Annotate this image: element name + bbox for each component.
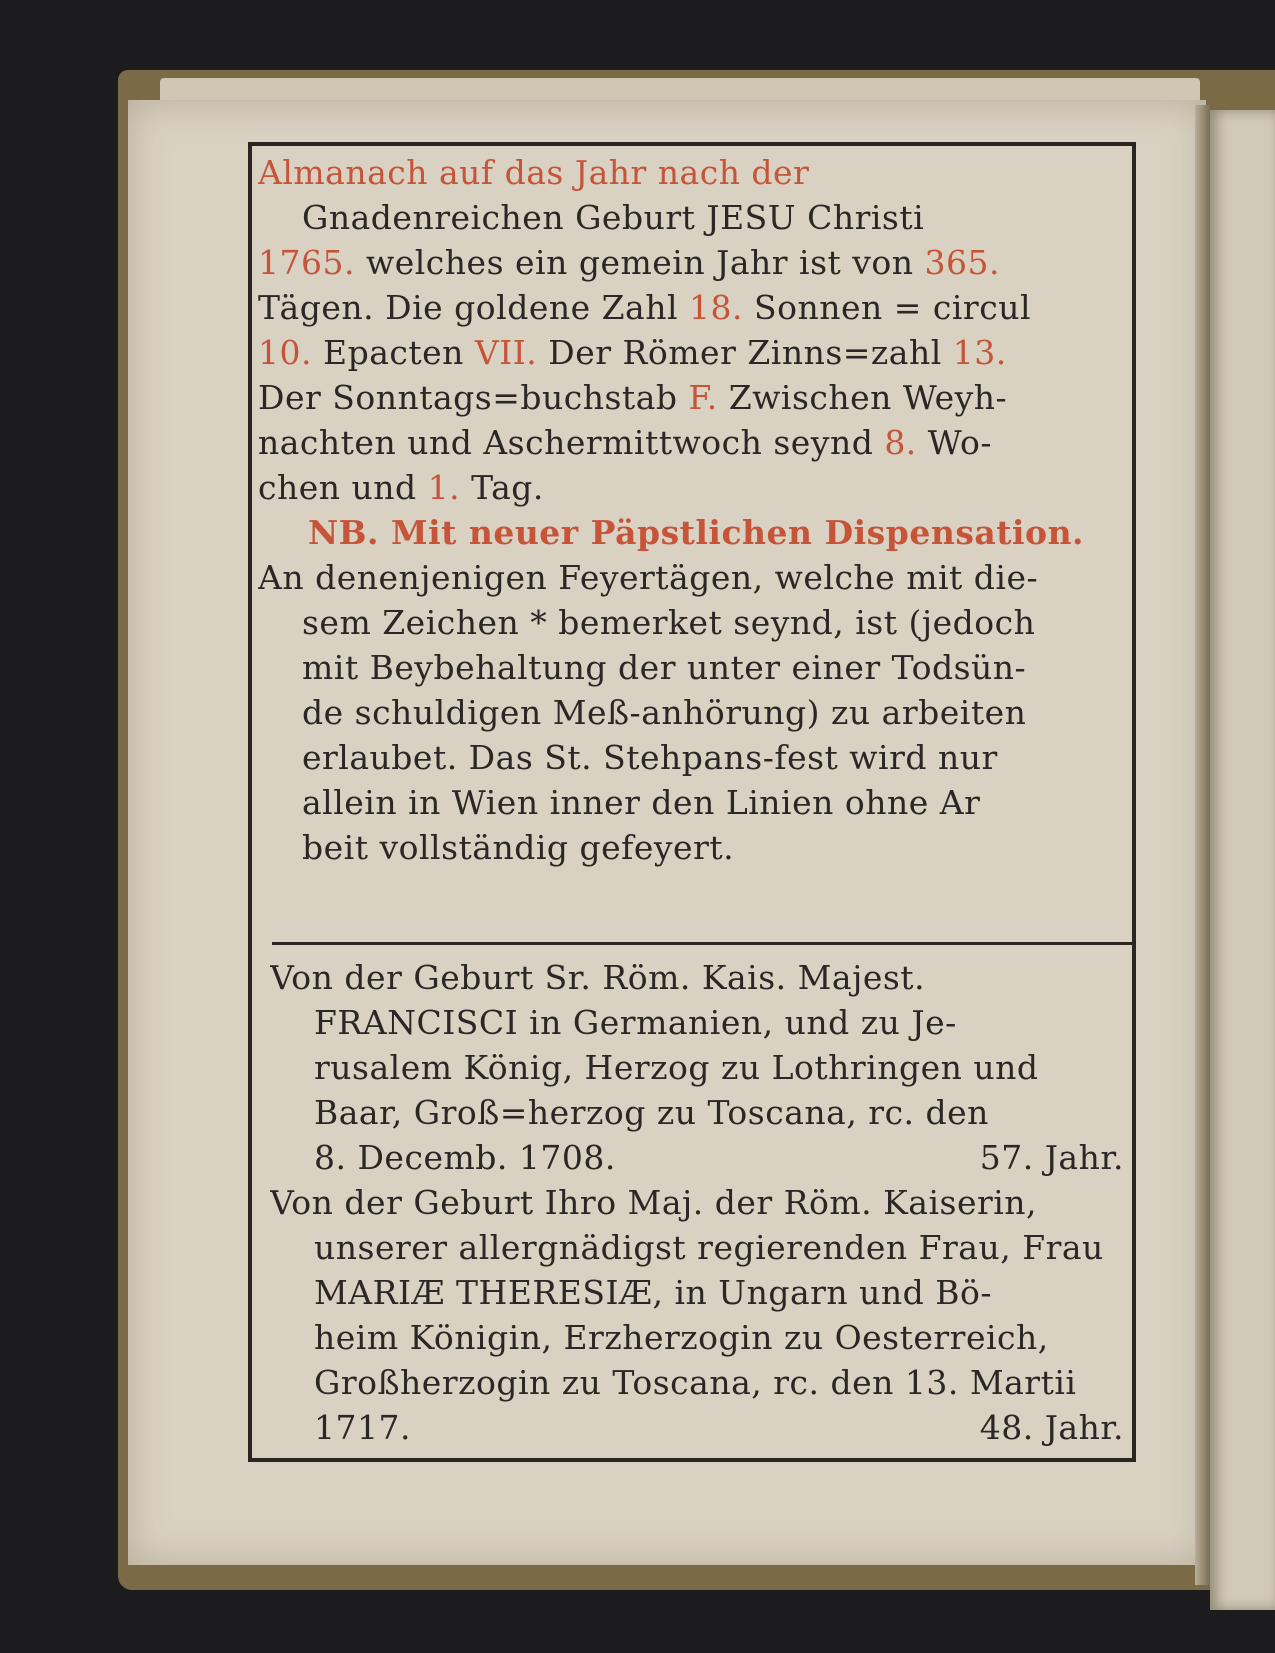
dispensation-line: de schuldigen Meß-anhörung) zu arbeiten [302, 693, 1027, 732]
emperor-birth-lines [270, 955, 1130, 1135]
almanac-line [258, 285, 1128, 330]
almanac-line [258, 150, 1128, 195]
almanac-line [258, 195, 1128, 240]
almanac-line-segment: Tag. [460, 468, 544, 507]
dispensation-line: erlaubet. Das St. Stehpans-fest wird nur [302, 738, 998, 777]
empress-line: Von der Geburt Ihro Maj. der Röm. Kaiserin, [270, 1183, 1038, 1222]
right-page-edge [1210, 110, 1275, 1610]
almanac-line-segment: VII. [474, 333, 538, 372]
almanac-block [258, 150, 1128, 870]
almanac-line-segment: Der Sonntags=buchstab [258, 378, 689, 417]
almanac-line [258, 330, 1128, 375]
empress-birth-lines [270, 1180, 1130, 1405]
almanac-line [258, 240, 1128, 285]
emperor-line: Baar, Groß=herzog zu Toscana, rc. den [314, 1093, 989, 1132]
emperor-line: Von der Geburt Sr. Röm. Kais. Majest. [270, 958, 926, 997]
empress-date-row [270, 1405, 1130, 1450]
dispensation-line: mit Beybehaltung der unter einer Todsün- [302, 648, 1027, 687]
empress-age: 48. Jahr. [979, 1408, 1124, 1447]
section-divider [272, 942, 1134, 945]
almanac-line-segment: nachten und Aschermittwoch seynd [258, 423, 885, 462]
dispensation-heading: NB. Mit neuer Päpstlichen Dispensation. [308, 513, 1085, 552]
almanac-line-segment: chen und [258, 468, 428, 507]
almanac-line-segment: 18. [689, 288, 744, 327]
emperor-date-row [270, 1135, 1130, 1180]
emperor-line: rusalem König, Herzog zu Lothringen und [314, 1048, 1039, 1087]
almanac-line [258, 465, 1128, 510]
almanac-lines [258, 150, 1128, 510]
almanac-line-segment: F. [688, 378, 718, 417]
almanac-line-segment: Zwischen Weyh- [717, 378, 1008, 417]
almanac-line [258, 375, 1128, 420]
almanac-line-segment: 10. [258, 333, 312, 372]
almanac-line-segment: 1765. [258, 243, 355, 282]
empress-line: heim Königin, Erzherzogin zu Oesterreich, [314, 1318, 1049, 1357]
almanac-line-segment: Gnadenreichen Geburt JESU Christi [302, 198, 925, 237]
almanac-line-segment: 8. [884, 423, 917, 462]
emperor-date: 8. Decemb. 1708. [314, 1138, 616, 1177]
almanac-line [258, 420, 1128, 465]
emperor-line: FRANCISCI in Germanien, und zu Je- [314, 1003, 957, 1042]
almanac-line-segment: Almanach auf das Jahr nach der [258, 153, 810, 192]
almanac-line-segment: Der Römer Zinns=zahl [537, 333, 953, 372]
almanac-line-segment: 365. [924, 243, 1000, 282]
almanac-line-segment: welches ein gemein Jahr ist von [354, 243, 925, 282]
dispensation-line: allein in Wien inner den Linien ohne Ar [302, 783, 981, 822]
empress-line: MARIÆ THERESIÆ, in Ungarn und Bö- [314, 1273, 993, 1312]
empress-line: Großherzogin zu Toscana, rc. den 13. Martii [314, 1363, 1077, 1402]
almanac-line-segment: Tägen. Die goldene Zahl [258, 288, 690, 327]
almanac-line-segment: 1. [427, 468, 461, 507]
births-block [270, 955, 1130, 1450]
empress-line: unserer allergnädigst regierenden Frau, Frau [314, 1228, 1104, 1267]
dispensation-line: An denenjenigen Feyertägen, welche mit die- [258, 558, 1039, 597]
almanac-line-segment: 13. [952, 333, 1007, 372]
almanac-line-segment: Wo- [916, 423, 992, 462]
almanac-line-segment: Sonnen = circul [743, 288, 1031, 327]
almanac-line-segment: Epacten [311, 333, 475, 372]
empress-date: 1717. [314, 1408, 411, 1447]
dispensation-lines [258, 555, 1128, 870]
dispensation-line: beit vollständig gefeyert. [302, 828, 735, 867]
dispensation-line: sem Zeichen * bemerket seynd, ist (jedoch [302, 603, 1036, 642]
emperor-age: 57. Jahr. [979, 1138, 1124, 1177]
